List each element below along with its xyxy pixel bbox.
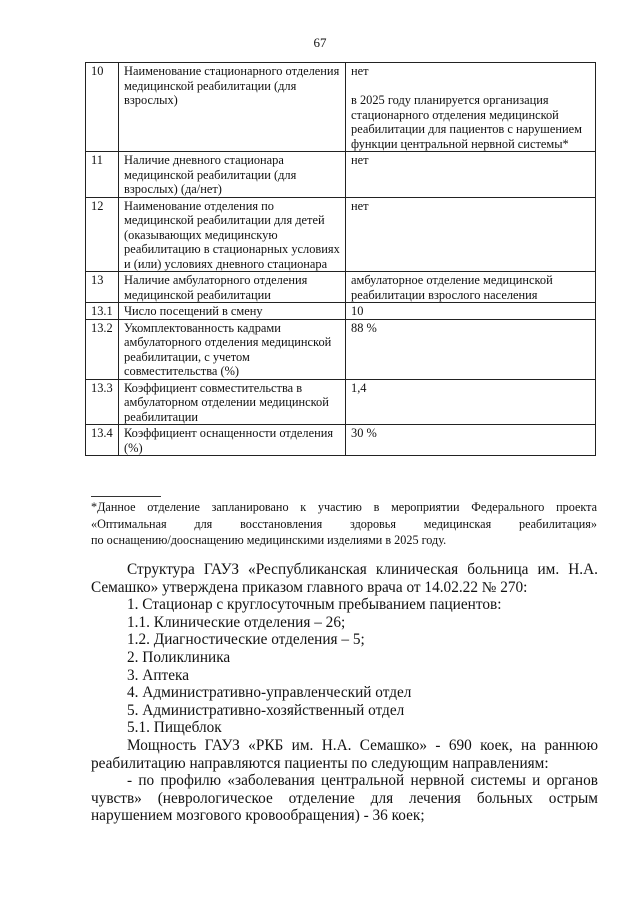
structure-intro-line: Семашко» утверждена приказом главного врача от 14.02.22 № 270: — [91, 578, 528, 596]
row-value — [346, 319, 596, 379]
row-value-line — [351, 79, 590, 94]
structure-section — [91, 561, 598, 825]
capacity-line: Мощность ГАУЗ «РКБ им. Н.А. Семашко» - 690 коек, на раннюю — [127, 736, 598, 754]
row-number: 11 — [86, 152, 119, 198]
rehabilitation-table — [85, 62, 596, 456]
row-indicator: Коэффициент оснащенности отделения (%) — [119, 425, 346, 456]
row-value-line: 30 % — [351, 426, 377, 440]
row-number: 13.1 — [86, 303, 119, 320]
table-row — [86, 303, 596, 320]
row-value — [346, 152, 596, 198]
footnote-line: по оснащению/дооснащению медицинскими изделиями в 2025 году. — [91, 533, 447, 547]
structure-item: 5. Административно-хозяйственный отдел — [127, 701, 405, 719]
structure-intro-line: Структура ГАУЗ «Республиканская клиническая больница им. Н.А. — [127, 561, 598, 578]
row-indicator: Наименование отделения по медицинской реабилитации для детей (оказывающих медицинскую реабилитацию в стационарных условиях и (или) условиях дневного стационара — [119, 197, 346, 272]
table-row — [86, 197, 596, 272]
footnote-divider — [91, 496, 161, 497]
row-indicator: Наименование стационарного отделения медицинской реабилитации (для взрослых) — [119, 63, 346, 152]
row-number: 13.4 — [86, 425, 119, 456]
row-number: 13.3 — [86, 379, 119, 425]
row-indicator: Наличие амбулаторного отделения медицинской реабилитации — [119, 272, 346, 303]
row-indicator: Наличие дневного стационара медицинской реабилитации (для взрослых) (да/нет) — [119, 152, 346, 198]
table-row — [86, 63, 596, 152]
row-value-line: нет — [351, 64, 369, 78]
row-value-line: нет — [351, 198, 369, 213]
profile-line: - по профилю «заболевания центральной нервной системы и органов — [127, 772, 598, 790]
page-number: 67 — [313, 35, 327, 50]
structure-item: 1.1. Клинические отделения – 26; — [127, 613, 346, 631]
row-number: 13.2 — [86, 319, 119, 379]
footnote-line: *Данное отделение запланировано к участию в мероприятии Федерального проекта — [91, 500, 597, 514]
table-row — [86, 152, 596, 198]
row-value-line: нет — [351, 153, 369, 167]
structure-item: 5.1. Пищеблок — [127, 719, 222, 737]
row-value — [346, 379, 596, 425]
table-row — [86, 425, 596, 456]
footnote-line: «Оптимальная для восстановления здоровья медицинская реабилитация» — [91, 516, 597, 531]
table-row — [86, 272, 596, 303]
row-value-line: амбулаторное отделение медицинской реабилитации взрослого населения — [351, 273, 553, 302]
row-number: 13 — [86, 272, 119, 303]
capacity-line: реабилитацию направляются пациенты по следующим направлениям: — [91, 754, 549, 772]
structure-item: 1. Стационар с круглосуточным пребыванием пациентов: — [127, 596, 502, 614]
table-row — [86, 379, 596, 425]
row-value — [346, 272, 596, 303]
structure-item: 1.2. Диагностические отделения – 5; — [127, 631, 365, 649]
row-value — [346, 197, 596, 272]
profile-line: чувств» (неврологическое отделение для лечения больных острым — [91, 789, 598, 807]
structure-item: 2. Поликлиника — [127, 648, 231, 666]
footnote — [91, 499, 597, 549]
table-row — [86, 319, 596, 379]
row-value — [346, 425, 596, 456]
row-value — [346, 63, 596, 152]
row-value-line: в 2025 году планируется организация стационарного отделения медицинской реабилитации для пациентов с нарушением функции центральной нервной системы* — [351, 93, 582, 151]
structure-item: 4. Административно-управленческий отдел — [127, 684, 412, 702]
structure-list — [91, 596, 598, 737]
row-indicator: Укомплектованность кадрами амбулаторного отделения медицинской реабилитации, с учетом совместительства (%) — [119, 319, 346, 379]
row-number: 10 — [86, 63, 119, 152]
row-indicator: Число посещений в смену — [119, 303, 346, 320]
structure-item: 3. Аптека — [127, 666, 189, 684]
row-indicator: Коэффициент совместительства в амбулаторном отделении медицинской реабилитации — [119, 379, 346, 425]
row-number: 12 — [86, 197, 119, 272]
row-value-line: 10 — [351, 304, 364, 318]
row-value-line: 1,4 — [351, 380, 367, 395]
profile-line: нарушением мозгового кровообращения) - 36 коек; — [91, 807, 425, 825]
row-value-line: 88 % — [351, 320, 377, 335]
row-value — [346, 303, 596, 320]
